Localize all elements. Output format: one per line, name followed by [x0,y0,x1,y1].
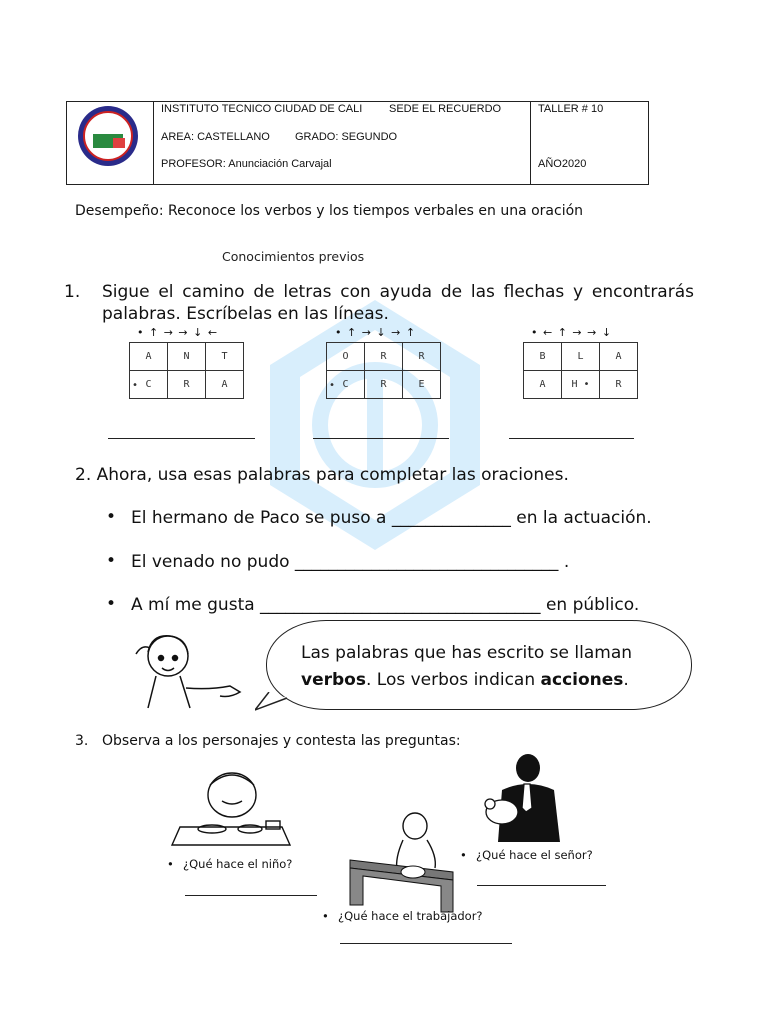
area-label: AREA: CASTELLANO [161,131,270,143]
grid-cell: R [365,343,403,371]
q2-sentence-1: El hermano de Paco se puso a ______________ en la actuación. [131,508,652,528]
man-with-dog-illustration [480,750,570,845]
q3-question-man: ¿Qué hace el señor? [476,848,593,862]
grid-cell: A [130,343,168,371]
grid-cell: R [600,371,638,399]
bullet-icon: • [167,857,174,871]
bubble-tail [255,692,295,714]
letter-grid-3 [523,342,638,399]
grid-cell: R [365,371,403,399]
institute-name: INSTITUTO TECNICO CIUDAD DE CALI [161,103,363,115]
conocimientos-label: Conocimientos previos [222,249,365,264]
answer-line-1[interactable] [108,438,255,439]
girl-illustration [130,630,245,710]
grid-cell: A [600,343,638,371]
grid-cell: R [168,371,206,399]
grid1-arrows: • ↑ → → ↓ ← [137,326,219,339]
answer-line-3[interactable] [509,438,634,439]
grid-cell: O [327,343,365,371]
letter-grid-2 [326,342,441,399]
bullet-icon: • [460,848,467,862]
bullet-icon: • [106,594,117,614]
q3-title: Observa a los personajes y contesta las preguntas: [102,733,461,749]
profesor-label: PROFESOR: Anunciación Carvajal [161,158,332,170]
desempeno-text: Desempeño: Reconoce los verbos y los tiempos verbales en una oración [75,203,584,219]
grid-cell-start: • C [327,371,365,399]
q3-question-boy: ¿Qué hace el niño? [183,857,293,871]
bullet-icon: • [322,909,329,923]
grid3-arrows: • ← ↑ → → ↓ [531,326,613,339]
q3-number: 3. [75,733,89,749]
q1-text: Sigue el camino de letras con ayuda de las flechas y encontrarás palabras. Escríbelas en las líneas. [102,282,694,324]
worker-illustration [345,810,460,915]
grid-cell: N [168,343,206,371]
q2-title: 2. Ahora, usa esas palabras para completar las oraciones. [75,465,569,485]
grid-cell-start: H • [562,371,600,399]
bullet-icon: • [106,551,117,571]
grid-cell: L [562,343,600,371]
grid-cell: B [524,343,562,371]
grid-cell: T [206,343,244,371]
taller-number: TALLER # 10 [538,103,604,115]
answer-line-man[interactable] [477,885,606,886]
grid-cell: A [524,371,562,399]
letter-grid-1 [129,342,244,399]
bullet-icon: • [106,507,117,527]
grado-label: GRADO: SEGUNDO [295,131,398,143]
q1-number: 1. [64,282,81,302]
boy-eating-illustration [170,765,295,850]
year-label: AÑO2020 [538,158,587,170]
sede-name: SEDE EL RECUERDO [389,103,502,115]
q3-question-worker: ¿Qué hace el trabajador? [338,909,483,923]
answer-line-boy[interactable] [185,895,317,896]
school-logo [75,104,141,168]
grid-cell-start: • C [130,371,168,399]
q2-sentence-2: El venado no pudo _______________________________ . [131,552,570,572]
q2-sentence-3: A mí me gusta _________________________________ en público. [131,595,640,615]
bubble-text: Las palabras que has escrito se llaman verbos. Los verbos indican acciones. [301,643,633,690]
grid-cell: E [403,371,441,399]
grid2-arrows: • ↑ → ↓ → ↑ [335,326,417,339]
answer-line-2[interactable] [313,438,449,439]
grid-cell: R [403,343,441,371]
grid-cell: A [206,371,244,399]
answer-line-worker[interactable] [340,943,512,944]
